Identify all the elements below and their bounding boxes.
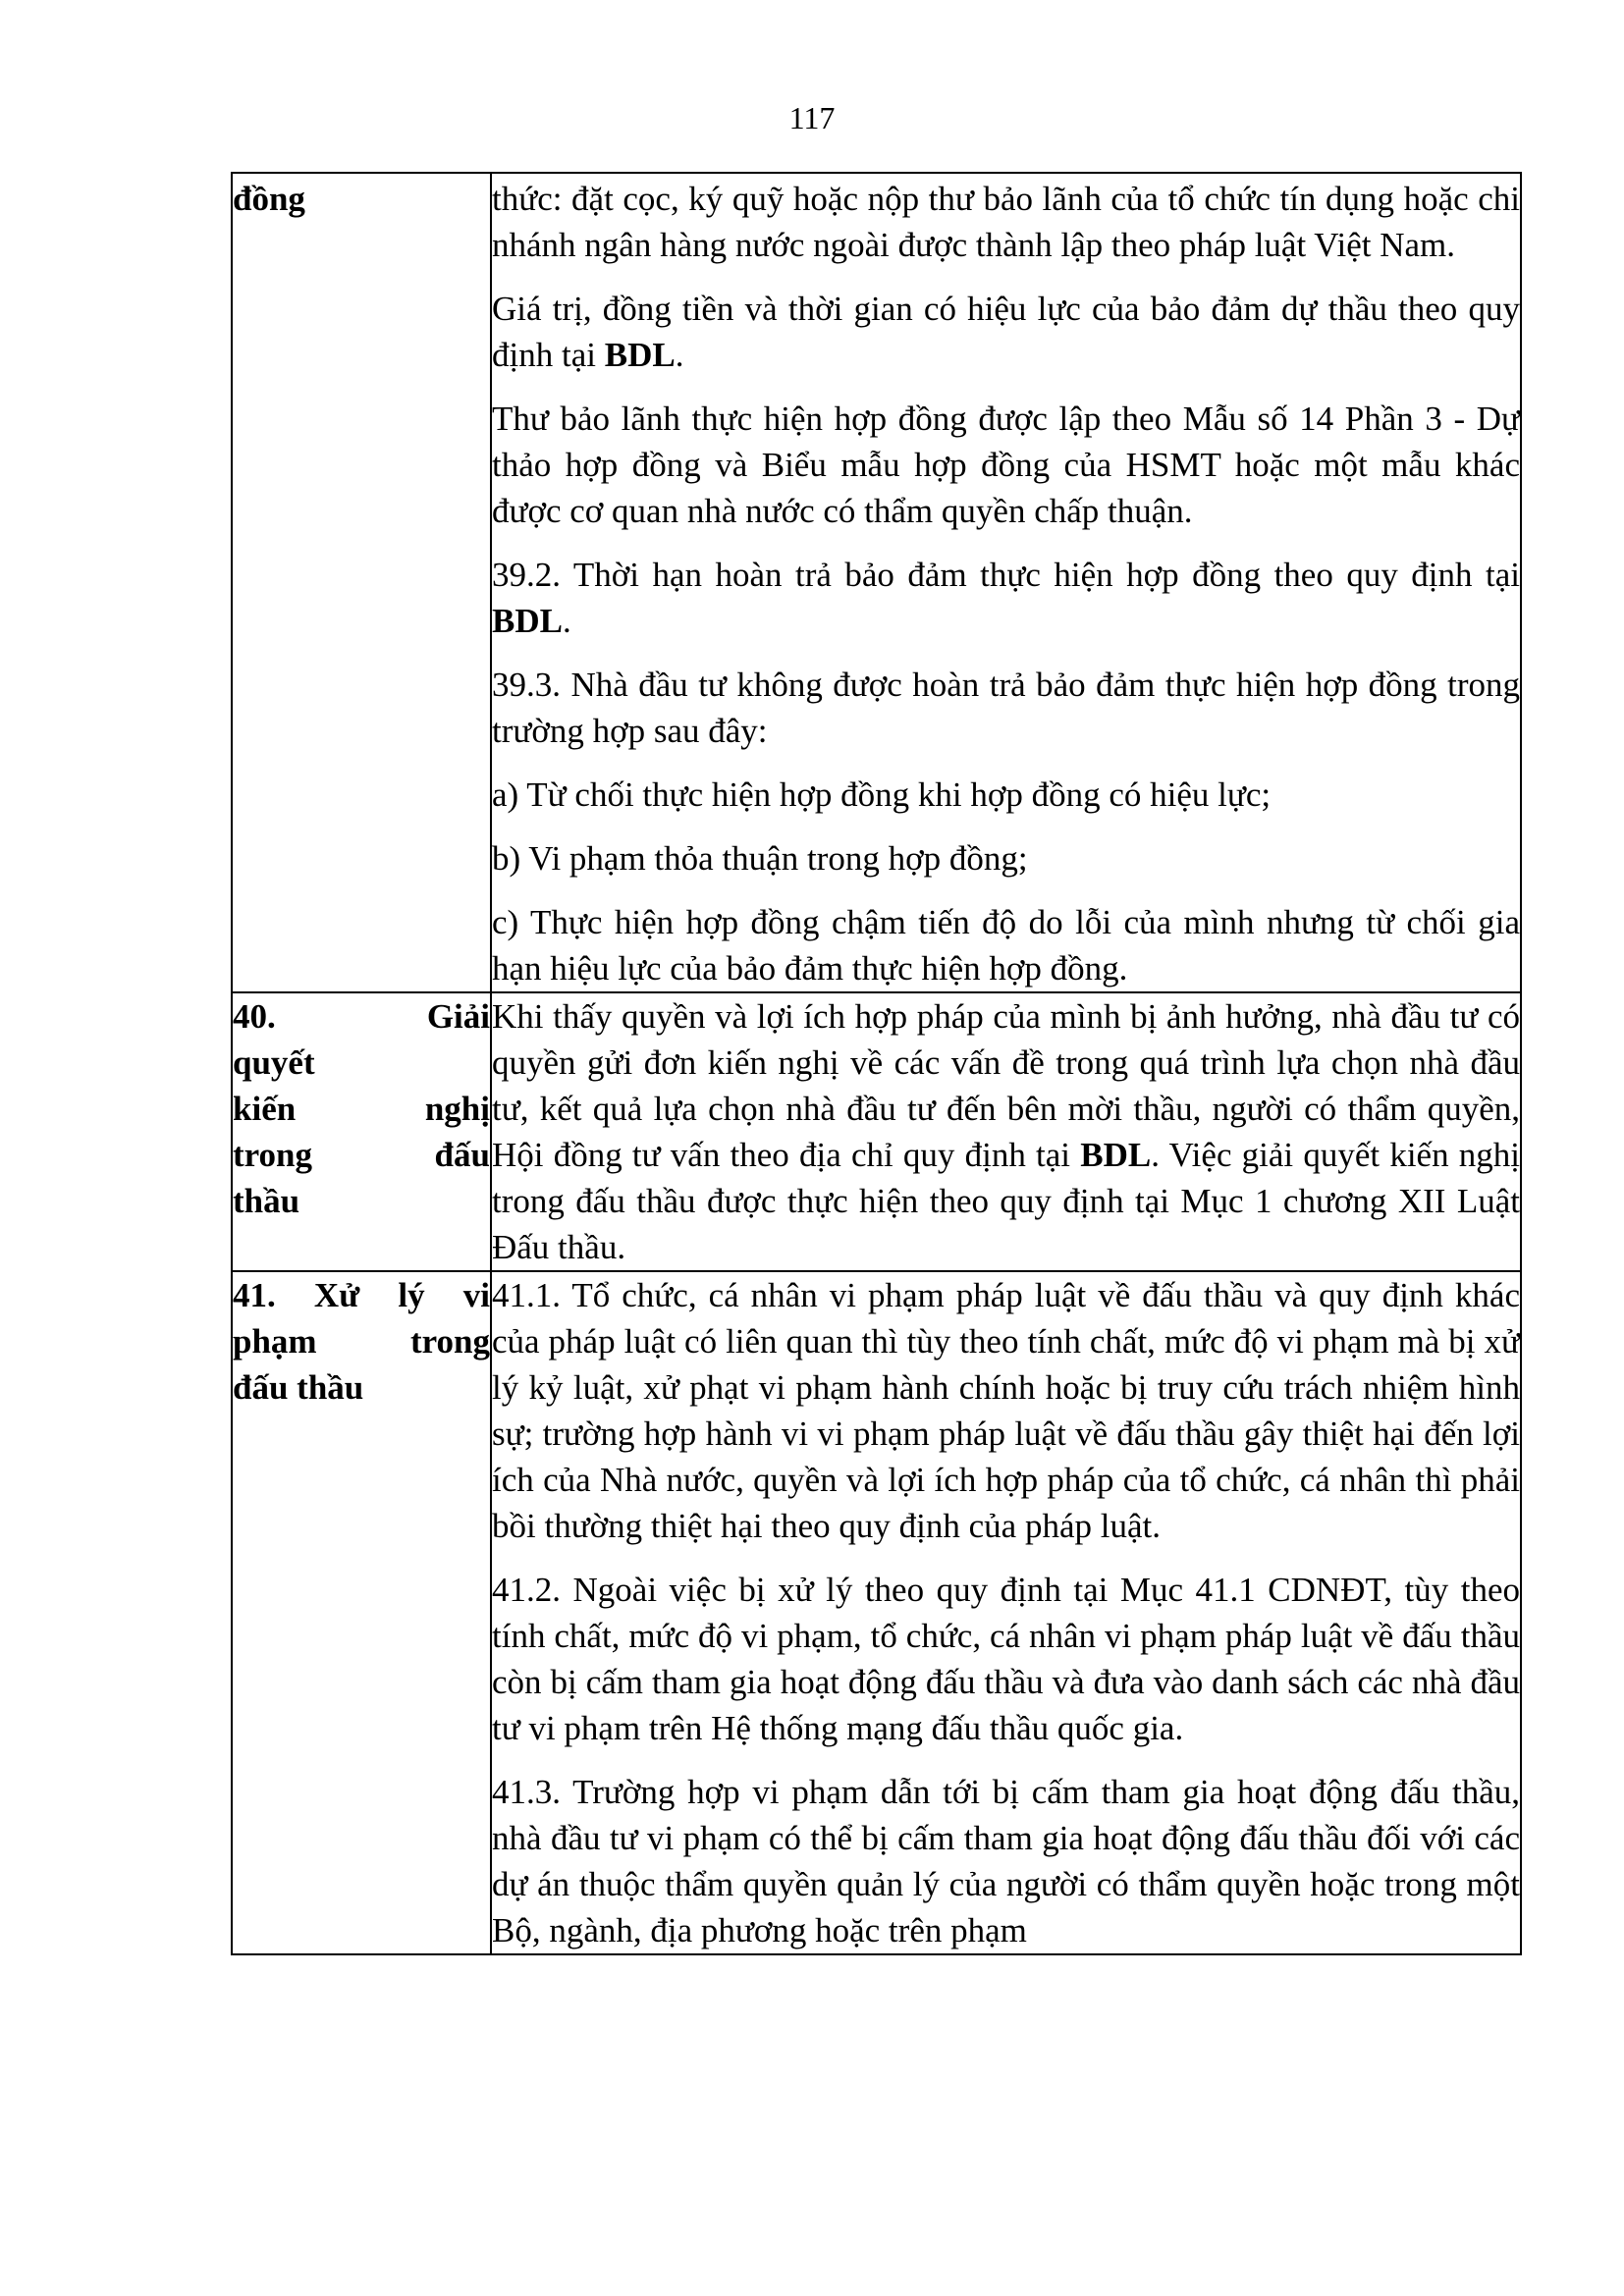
- section-heading-line: kiến nghị: [233, 1090, 490, 1128]
- paragraph: Khi thấy quyền và lợi ích hợp pháp của mình bị ảnh hưởng, nhà đầu tư có quyền gửi đơn kiến nghị về các vấn đề trong quá trình lựa chọn nhà đầu tư, kết quả lựa chọn nhà đầu tư đến bên mời thầu, người có thẩm quyền, Hội đồng tư vấn theo địa chỉ quy định tại BDL. Việc giải quyết kiến nghị trong đấu thầu được thực hiện theo quy định tại Mục 1 chương XII Luật Đấu thầu.: [492, 997, 1520, 1266]
- paragraph: 41.3. Trường hợp vi phạm dẫn tới bị cấm tham gia hoạt động đấu thầu, nhà đầu tư vi phạm có thể bị cấm tham gia hoạt động đấu thầu đối với các dự án thuộc thẩm quyền quản lý của người có thẩm quyền hoặc trong một Bộ, ngành, địa phương hoặc trên phạm: [492, 1773, 1520, 1949]
- bdl-reference: BDL: [604, 336, 676, 374]
- section-heading-cell: [232, 173, 491, 992]
- bdl-reference: BDL: [492, 602, 563, 640]
- section-heading-line: trong đấu: [233, 1136, 490, 1174]
- section-heading-line: thầu: [233, 1182, 300, 1220]
- bdl-reference: BDL: [1080, 1136, 1152, 1174]
- page-number: 117: [788, 100, 836, 135]
- section-content-cell: [491, 1271, 1521, 1954]
- section-heading-line: đồng: [233, 180, 305, 218]
- section-heading-cell: [232, 992, 491, 1271]
- paragraph: c) Thực hiện hợp đồng chậm tiến độ do lỗi của mình nhưng từ chối gia hạn hiệu lực của bảo đảm thực hiện hợp đồng.: [492, 903, 1520, 988]
- section-heading-line: phạm trong: [233, 1322, 490, 1361]
- document-table: [231, 172, 1522, 1955]
- paragraph: Giá trị, đồng tiền và thời gian có hiệu lực của bảo đảm dự thầu theo quy định tại BDL.: [492, 290, 1520, 374]
- paragraph: 39.2. Thời hạn hoàn trả bảo đảm thực hiện hợp đồng theo quy định tại BDL.: [492, 556, 1520, 640]
- section-heading-line: quyết: [233, 1043, 315, 1082]
- table-row: [232, 992, 1521, 1271]
- section-heading-line: 40. Giải: [233, 997, 490, 1036]
- section-content-cell: [491, 992, 1521, 1271]
- table-row: [232, 1271, 1521, 1954]
- paragraph: a) Từ chối thực hiện hợp đồng khi hợp đồng có hiệu lực;: [492, 775, 1272, 814]
- paragraph: Thư bảo lãnh thực hiện hợp đồng được lập theo Mẫu số 14 Phần 3 - Dự thảo hợp đồng và Biểu mẫu hợp đồng của HSMT hoặc một mẫu khác được cơ quan nhà nước có thẩm quyền chấp thuận.: [492, 400, 1520, 530]
- paragraph: 41.1. Tổ chức, cá nhân vi phạm pháp luật về đấu thầu và quy định khác của pháp luật có liên quan thì tùy theo tính chất, mức độ vi phạm mà bị xử lý kỷ luật, xử phạt vi phạm hành chính hoặc bị truy cứu trách nhiệm hình sự; trường hợp hành vi vi phạm pháp luật về đấu thầu gây thiệt hại đến lợi ích của Nhà nước, quyền và lợi ích hợp pháp của tổ chức, cá nhân thì phải bồi thường thiệt hại theo quy định của pháp luật.: [492, 1276, 1520, 1545]
- section-content-cell: [491, 173, 1521, 992]
- section-heading-cell: [232, 1271, 491, 1954]
- section-heading-line: 41. Xử lý vi: [233, 1276, 490, 1314]
- paragraph: b) Vi phạm thỏa thuận trong hợp đồng;: [492, 839, 1028, 878]
- table-row: [232, 173, 1521, 992]
- paragraph: 39.3. Nhà đầu tư không được hoàn trả bảo đảm thực hiện hợp đồng trong trường hợp sau đây:: [492, 666, 1520, 750]
- section-heading-line: đấu thầu: [233, 1368, 364, 1407]
- paragraph: 41.2. Ngoài việc bị xử lý theo quy định tại Mục 41.1 CDNĐT, tùy theo tính chất, mức độ vi phạm, tổ chức, cá nhân vi phạm pháp luật về đấu thầu còn bị cấm tham gia hoạt động đấu thầu và đưa vào danh sách các nhà đầu tư vi phạm trên Hệ thống mạng đấu thầu quốc gia.: [492, 1571, 1520, 1747]
- paragraph: thức: đặt cọc, ký quỹ hoặc nộp thư bảo lãnh của tổ chức tín dụng hoặc chi nhánh ngân hàng nước ngoài được thành lập theo pháp luật Việt Nam.: [492, 180, 1520, 264]
